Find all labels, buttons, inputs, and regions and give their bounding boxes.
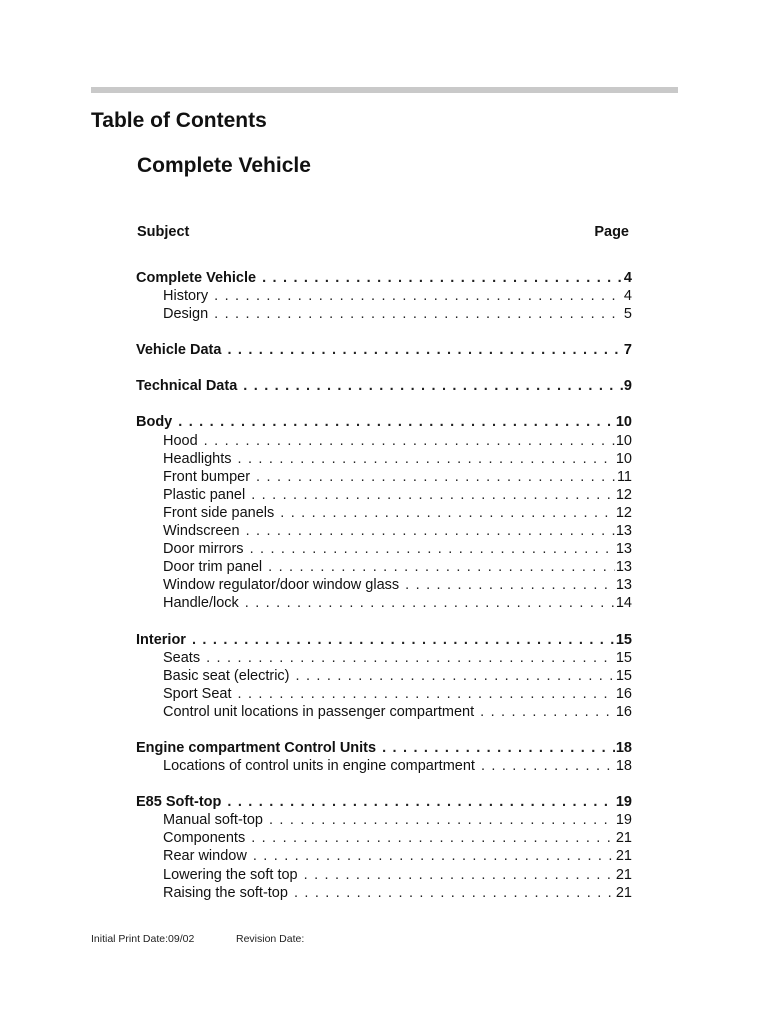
page-number: 4 bbox=[623, 288, 632, 305]
toc-section bbox=[136, 793, 632, 902]
dot-leader bbox=[251, 486, 615, 504]
dot-leader bbox=[243, 377, 623, 395]
toc-entry[interactable] bbox=[136, 811, 632, 829]
toc-entry[interactable] bbox=[136, 432, 632, 450]
entry-label: Interior bbox=[136, 631, 186, 648]
dot-leader bbox=[227, 793, 614, 811]
page-number: 19 bbox=[615, 812, 632, 829]
toc-entry[interactable] bbox=[136, 504, 632, 522]
dot-leader bbox=[238, 685, 615, 703]
dot-leader bbox=[405, 576, 615, 594]
entry-label: Body bbox=[136, 414, 173, 431]
page-number: 12 bbox=[615, 504, 632, 521]
entry-label: Vehicle Data bbox=[136, 342, 222, 359]
entry-label: Headlights bbox=[163, 450, 232, 467]
page-number: 13 bbox=[615, 559, 632, 576]
dot-leader bbox=[245, 594, 615, 612]
toc-entry[interactable] bbox=[136, 703, 632, 721]
page-number: 16 bbox=[615, 685, 632, 702]
entry-label: Windscreen bbox=[163, 523, 240, 540]
toc-entry[interactable] bbox=[136, 594, 632, 612]
page-number: 21 bbox=[615, 830, 632, 847]
entry-label: History bbox=[163, 288, 209, 305]
dot-leader bbox=[256, 468, 616, 486]
page-number: 10 bbox=[615, 432, 632, 449]
toc-section-heading[interactable] bbox=[136, 631, 632, 649]
entry-label: Plastic panel bbox=[163, 486, 246, 503]
toc-entry[interactable] bbox=[136, 558, 632, 576]
toc-entry[interactable] bbox=[136, 667, 632, 685]
toc-section-heading[interactable] bbox=[136, 413, 632, 431]
toc-entry[interactable] bbox=[136, 884, 632, 902]
entry-label: Design bbox=[163, 306, 209, 323]
entry-label: Manual soft-top bbox=[163, 812, 263, 829]
toc-section bbox=[136, 269, 632, 323]
page-number: 13 bbox=[615, 577, 632, 594]
page-number: 12 bbox=[615, 486, 632, 503]
page-number: 15 bbox=[615, 649, 632, 666]
dot-leader bbox=[269, 811, 615, 829]
dot-leader bbox=[481, 757, 615, 775]
entry-label: Seats bbox=[163, 649, 201, 666]
entry-label: Door trim panel bbox=[163, 559, 263, 576]
entry-label: E85 Soft-top bbox=[136, 794, 222, 811]
toc-entry[interactable] bbox=[136, 486, 632, 504]
dot-leader bbox=[238, 450, 615, 468]
document-title: Table of Contents bbox=[91, 109, 267, 132]
dot-leader bbox=[262, 269, 623, 287]
toc-section bbox=[136, 377, 632, 395]
page-number: 13 bbox=[615, 523, 632, 540]
entry-label: Raising the soft-top bbox=[163, 884, 288, 901]
dot-leader bbox=[227, 341, 622, 359]
entry-label: Components bbox=[163, 830, 246, 847]
dot-leader bbox=[294, 884, 615, 902]
toc-entry[interactable] bbox=[136, 468, 632, 486]
revision-date: Revision Date: bbox=[236, 933, 305, 945]
page-number: 18 bbox=[615, 739, 632, 756]
toc-section bbox=[136, 739, 632, 775]
dot-leader bbox=[246, 522, 615, 540]
toc-entry[interactable] bbox=[136, 649, 632, 667]
entry-label: Hood bbox=[163, 432, 198, 449]
entry-label: Front side panels bbox=[163, 504, 275, 521]
dot-leader bbox=[382, 739, 615, 757]
toc-section-heading[interactable] bbox=[136, 793, 632, 811]
page-number: 15 bbox=[615, 667, 632, 684]
page-number: 9 bbox=[623, 378, 632, 395]
toc-entry[interactable] bbox=[136, 540, 632, 558]
page-number: 19 bbox=[615, 794, 632, 811]
toc-section bbox=[136, 631, 632, 721]
page-column-header: Page bbox=[594, 224, 629, 240]
entry-label: Lowering the soft top bbox=[163, 866, 298, 883]
entry-label: Door mirrors bbox=[163, 541, 244, 558]
page-number: 14 bbox=[615, 595, 632, 612]
dot-leader bbox=[296, 667, 615, 685]
entry-label: Complete Vehicle bbox=[136, 270, 257, 286]
dot-leader bbox=[204, 432, 615, 450]
entry-label: Basic seat (electric) bbox=[163, 667, 290, 684]
toc-section-heading[interactable] bbox=[136, 341, 632, 359]
toc-entry[interactable] bbox=[136, 757, 632, 775]
page-number: 11 bbox=[616, 468, 632, 485]
entry-label: Control unit locations in passenger compartment bbox=[163, 703, 475, 720]
page-number: 10 bbox=[615, 450, 632, 467]
toc-entry[interactable] bbox=[136, 450, 632, 468]
dot-leader bbox=[480, 703, 615, 721]
entry-label: Handle/lock bbox=[163, 595, 239, 612]
toc-entry[interactable] bbox=[136, 847, 632, 865]
page-number: 21 bbox=[615, 884, 632, 901]
dot-leader bbox=[250, 540, 615, 558]
toc-entry[interactable] bbox=[136, 305, 632, 323]
page-number: 13 bbox=[615, 541, 632, 558]
entry-label: Technical Data bbox=[136, 378, 238, 395]
entry-label: Front bumper bbox=[163, 468, 251, 485]
entry-label: Rear window bbox=[163, 848, 247, 865]
page-number: 15 bbox=[615, 631, 632, 648]
subject-column-header: Subject bbox=[137, 224, 190, 240]
entry-label: Window regulator/door window glass bbox=[163, 577, 400, 594]
dot-leader bbox=[214, 305, 623, 323]
page-number: 7 bbox=[623, 342, 632, 359]
page-number: 18 bbox=[615, 758, 632, 775]
dot-leader bbox=[192, 631, 615, 649]
toc-entry[interactable] bbox=[136, 866, 632, 884]
toc-entry[interactable] bbox=[136, 829, 632, 847]
toc-section-heading[interactable] bbox=[136, 269, 632, 287]
entry-label: Sport Seat bbox=[163, 685, 232, 702]
initial-print-date: Initial Print Date:09/02 bbox=[91, 933, 195, 945]
page-number: 4 bbox=[623, 270, 632, 286]
dot-leader bbox=[280, 504, 615, 522]
page-number: 21 bbox=[615, 848, 632, 865]
toc-entry[interactable] bbox=[136, 576, 632, 594]
dot-leader bbox=[214, 287, 623, 305]
page-number: 5 bbox=[623, 306, 632, 323]
dot-leader bbox=[178, 413, 615, 431]
toc-section-heading[interactable] bbox=[136, 739, 632, 757]
toc-entry[interactable] bbox=[136, 685, 632, 703]
toc-section bbox=[136, 413, 632, 612]
dot-leader bbox=[304, 866, 615, 884]
top-rule bbox=[91, 87, 678, 93]
page-number: 21 bbox=[615, 866, 632, 883]
entry-label: Engine compartment Control Units bbox=[136, 739, 377, 756]
dot-leader bbox=[206, 649, 615, 667]
toc-entry[interactable] bbox=[136, 287, 632, 305]
dot-leader bbox=[251, 829, 615, 847]
table-of-contents bbox=[136, 269, 632, 920]
entry-label: Locations of control units in engine compartment bbox=[163, 758, 475, 775]
toc-section bbox=[136, 341, 632, 359]
dot-leader bbox=[253, 847, 615, 865]
toc-entry[interactable] bbox=[136, 522, 632, 540]
dot-leader bbox=[268, 558, 615, 576]
section-title: Complete Vehicle bbox=[137, 154, 311, 177]
page-number: 10 bbox=[615, 414, 632, 431]
page-number: 16 bbox=[615, 703, 632, 720]
toc-section-heading[interactable] bbox=[136, 377, 632, 395]
